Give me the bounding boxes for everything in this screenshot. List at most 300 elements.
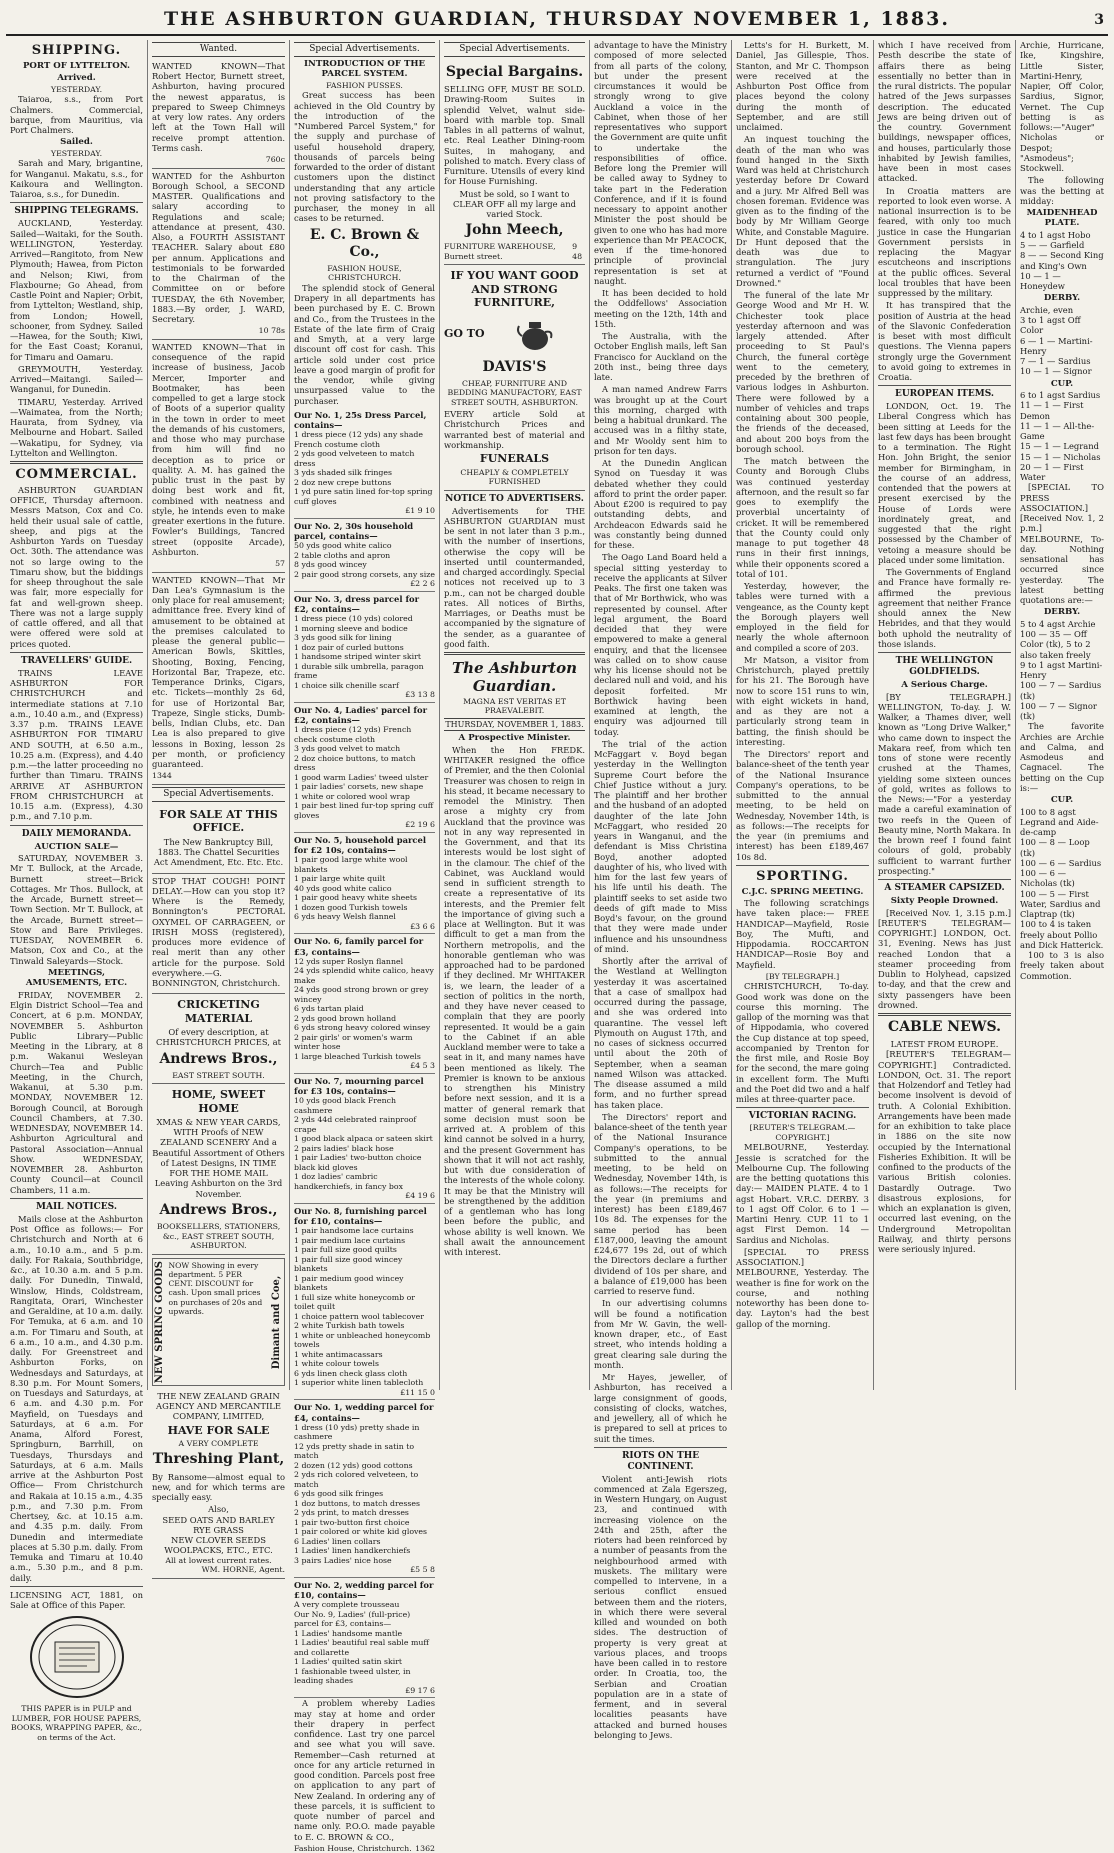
parcel-total: £1 9 10 xyxy=(405,506,435,516)
list-item: 100 — 35 — Off Color (tk), 5 to 2 also taken freely xyxy=(1020,629,1091,660)
parcel-block xyxy=(294,1204,435,1401)
ad-number: 57 xyxy=(275,559,285,569)
divider xyxy=(10,825,143,826)
parcel-item: 1 doz ladies' cambric handkerchiefs, in fancy box xyxy=(294,1172,403,1191)
wanted-ad xyxy=(152,169,285,340)
forsale-heading: FOR SALE AT THIS OFFICE. xyxy=(159,807,278,835)
list-item: 8 — — Second King and King's Own xyxy=(1020,250,1104,271)
meetings-heading: MEETINGS, AMUSEMENTS, ETC. xyxy=(25,967,128,989)
meech-name: John Meech, xyxy=(465,222,564,239)
meech-ad xyxy=(444,59,585,265)
parcel-block xyxy=(294,1074,435,1204)
list-item: 100 to 8 agst Legrand and Aide-de-camp xyxy=(1020,806,1099,838)
leader-heading: A Prospective Minister. xyxy=(458,733,571,744)
dimant-coe-name: Dimant and Coe, xyxy=(270,1274,282,1369)
column-4 xyxy=(440,40,590,1390)
parcel-item: 12 yds super Roslyn flannel xyxy=(294,956,404,966)
grain-agency-ad xyxy=(152,1389,285,1579)
parcel-item: 1 white antimacassars xyxy=(294,1349,383,1359)
parcel-total: £3 13 8 xyxy=(405,690,435,700)
parcel-item: 1 yd pure satin lined for-top spring cuff gloves xyxy=(294,487,433,506)
article-text: In Croatia matters are reported to look even worse. A national insurrection is to be feared, with only too much justice in case the Hungarian Government persists in replacing the Magyar escutcheons and inscriptions at the public offices. Several local troubles that have been suppressed by the military. xyxy=(878,185,1011,298)
goto-row xyxy=(444,312,585,356)
list-item: 6 — 1 — Martini-Henry xyxy=(1020,335,1093,356)
column-7 xyxy=(874,40,1016,1390)
parcel-item: 1 superior white linen tablecloth xyxy=(294,1378,424,1388)
goto-label: GO TO xyxy=(444,326,485,340)
leader-text: When the Hon FREDK. WHITAKER resigned the office of Premier, and the then Colonial Treasurer was chosen to reign in his stead, it became necessary to remodel the Ministry. Then arose a mighty cry from Auckland that the province was not in any way represented in the Government, and that its interests would be lost sight of in the clamour. The chief of the Cabinet, was Auckland would send in sufficient strength to create a representative of its interests, and the Premier felt the importance of giving such a place at Wellington. But it was difficult to get a man from the Northern metropolis, and the honorable gentleman who was approached had to be pardoned if they declined. Mr WHITAKER is, we learn, the leader of a section of politics in the north, and they have never ceased to complain that they are poorly represented. It would be a gain to the Cabinet if an able Auckland member were to take a seat in it, and many names have been mentioned as likely. The Premier is known to be anxious to strengthen his Ministry before next session, and it is a matter of general remark that some decision must soon be arrived at. A problem of this kind cannot be solved in a hurry, and the present Government has shown that it will not act rashly, but with due consideration of the interests of the whole colony. It may be that the Ministry will be strengthened by the addition of a gentleman who has long been before the public, and whose ability is well known. We shall await the announcement with interest. xyxy=(444,744,585,1258)
parcel-block xyxy=(294,934,435,1074)
article-text: It has been decided to hold the Oddfellows' Association meeting on the 12th, 14th and 15th. xyxy=(594,288,727,329)
parcel-item: 6 yds heavy Welsh flannel xyxy=(294,912,396,922)
telegrams-text: AUCKLAND, Yesterday. Sailed—Waitaki, for the South. WELLINGTON, Yesterday. Arrived—Rangitoto, from New Plymouth; Hawea, from Picton and Nelson; Kiwi, from Flaxbourne; Go Ahead, from Castle Point and Napier; Orbit, from Lyttelton; Westland, ship, from London; Howell, schooner, from Sydney. Sailed—Hawea, for the South; Kiwi, for the East Coast; Koranui, for Timaru and Oamaru. xyxy=(10,218,143,362)
funerals-heading: FUNERALS xyxy=(479,452,550,466)
betting-section-heading: CUP. xyxy=(1050,378,1074,389)
parcel-item: 1 fashionable tweed ulster, in leading shades xyxy=(294,1666,411,1686)
davis-ad xyxy=(444,265,585,490)
parcel-item: 1 Ladies' beautiful real sable muff and collarette xyxy=(294,1638,429,1657)
ec-brown-address: FASHION HOUSE, CHRISTCHURCH. xyxy=(327,263,402,283)
divider xyxy=(878,385,1011,386)
parcel-item: 1 pair large white quilt xyxy=(294,874,386,884)
parcel-item: 1 white colour towels xyxy=(294,1359,379,1369)
article-text: An inquest touching the death of the man who was found hanged in the Sixth Ward was held at Christchurch yesterday before Dr Coward and a jury. Mr Alfred Bell was chosen foreman. Evidence was given as to the finding of the body by Mr William George White, and Constable Maguire. Dr Hunt deposed that the death was due to strangulation. The jury returned a verdict of "Found Drowned." xyxy=(736,134,869,288)
parcel-item: 1 pair two-button first choice xyxy=(294,1517,410,1527)
notice-text: Advertisements for THE ASHBURTON GUARDIAN must be sent in not later than 3 p.m., with the number of insertions, otherwise the copy will be inserted until countermanded, and charged accordingly. Special notices not received up to 3 p.m., can not be charged double rates. All notices of Births, Marriages, or Deaths must be accompanied by the signature of the sender, as a guarantee of good faith. xyxy=(444,505,585,649)
list-item: 100 — 6 — Sardius xyxy=(1020,857,1102,868)
meech-number: 9 48 xyxy=(572,242,583,261)
seeds-label: SEED OATS AND BARLEY xyxy=(162,1514,275,1525)
sporting-text: The following scratchings have taken place:— FREE HANDICAP—Mayfield, Rosie Boy, The Mufti, and Hippodamia. ROCCARTON HANDICAP—Rosie Boy and Mayfield. xyxy=(736,898,869,970)
spring-goods-heading: NEW SPRING GOODS xyxy=(154,1260,165,1383)
european-text: LONDON, Oct. 19. The Liberal Congress which has been sitting at Leeds for the last few days has been brought to a termination. The Right Hon. John Bright, the senior member for Birmingham, in the course of an address, contended that the powers at present exercised by the House of Lords were inordinately great, and suggested that the right possessed by the Chamber of vetoing a measure should be placed under some limitation. xyxy=(878,401,1011,565)
grain-agency-name: THE NEW ZEALAND GRAIN AGENCY AND MERCANTILE COMPANY, LIMITED, xyxy=(156,1390,281,1422)
parcel-item: 24 yds splendid white calico, heavy make xyxy=(294,966,434,985)
sailed-heading: Sailed. xyxy=(60,137,93,148)
parcel-total: £9 17 6 xyxy=(405,1685,435,1695)
parcel-item: 1 full size white honeycomb or toilet quilt xyxy=(294,1292,416,1312)
parcel-item: 6 yds good silk fringes xyxy=(294,1489,384,1499)
parcel-system-heading: INTRODUCTION OF THE PARCEL SYSTEM. xyxy=(303,58,426,80)
greymouth-text: GREYMOUTH, Yesterday. Arrived—Maitangi. Sailed—Wanganui, for Dunedin. xyxy=(10,363,143,395)
parcel-total: £2 19 6 xyxy=(405,820,435,830)
parcel-total: £5 5 8 xyxy=(410,1565,435,1575)
parcel-item: 1 dress (10 yds) pretty shade in cashmere xyxy=(294,1422,420,1442)
parcel-item: 1 white or colored wool wrap xyxy=(294,791,410,801)
home-text: XMAS & NEW YEAR CARDS, WITH Proofs of NEW ZEALAND SCENERY And a Beautiful Assortment of Others of Latest Designs, IN TIME FOR THE HOME MAIL Leaving Ashburton on the 3rd November. xyxy=(152,1116,285,1199)
must-be-sold: Must be sold, so I want to CLEAR OFF all my large and varied Stock. xyxy=(453,188,576,220)
betting-list xyxy=(1020,230,1104,292)
victorian-heading: VICTORIAN RACING. xyxy=(748,1111,857,1122)
sailed-text: Sarah and Mary, brigantine, for Wanganui. Makatu, s.s., for Kaikoura and Wellington. Taiaroa, s.s., for Dunedin. xyxy=(10,158,143,200)
divider xyxy=(10,461,143,464)
parcel-item: 1 dress piece (12 yds) any shade xyxy=(294,430,423,440)
parcel-item: 6 yds strong heavy colored winsey xyxy=(294,1023,431,1033)
spring-goods-text: NOW Showing in every department. 5 PER CENT. DISCOUNT for cash. Upon small prices on purchases of 20s and upwards. xyxy=(168,1260,263,1316)
column-6 xyxy=(732,40,874,1390)
closing-address: Fashion House, Christchurch. xyxy=(294,1843,412,1853)
parcel-item: 24 yds good strong brown or grey wincey xyxy=(294,985,429,1004)
goldfields-heading: THE WELLINGTON GOLDFIELDS. xyxy=(895,656,994,678)
have-for-sale: HAVE FOR SALE xyxy=(167,1423,270,1437)
auction-heading: AUCTION SALE— xyxy=(34,841,119,852)
list-item: 20 — 1 — First Water xyxy=(1020,461,1084,483)
divider xyxy=(878,879,1011,880)
article-text: Shortly after the arrival of the Westland at Wellington yesterday it was ascertained that a case of smallpox had occurred during the passage, and she was ordered into quarantine. The vessel left Plymouth on August 17th, and no cases of sickness occurred until about the 20th of September, when a seaman named Wilson was attacked. The disease assumed a mild form, and no further spread has taken place. xyxy=(594,956,727,1110)
steamer-sub: Sixty People Drowned. xyxy=(890,896,999,907)
guide-heading: TRAVELLERS' GUIDE. xyxy=(20,655,133,666)
wanted-ad-text: WANTED KNOWN—That Robert Hector, Burnett street, Ashburton, having procured the newest apparatus, is prepared to Sweep Chimneys at very low rates. Any orders left at the Town Hall will receive prompt attention. Terms cash. xyxy=(152,60,285,153)
article-text: The funeral of the late Mr George Wood and Mr H. W. Chichester took place yesterday afternoon and was largely attended. After proceeding to St Paul's Church, the funeral cortège went to the cemetery, preceded by the brethren of various lodges in Ashburton. There were followed by a number of vehicles and traps containing about 300 people, the friends of the deceased, and about 200 boys from the borough school. xyxy=(736,290,869,454)
article-text: which I have received from Pesth describe the state of affairs there as being essentially no better than in the rural districts. The popular hatred of the Jews surpasses description. The educated Jews are being driven out of the country. Government buildings, newspaper offices, and houses, particularly those inhabited by Jewish families, have been in most cases attacked. xyxy=(878,40,1011,184)
parcel-item: 1 morning sleeve and bodice xyxy=(294,623,408,633)
sporting-heading: SPORTING. xyxy=(756,868,849,884)
riots-heading: RIOTS ON THE CONTINENT. xyxy=(621,1450,700,1472)
list-item: 4 to 1 agst Hobo xyxy=(1020,229,1091,240)
press-text: [SPECIAL TO PRESS ASSOCIATION.] MELBOURNE, Yesterday. The weather is fine for work on the course, and nothing noteworthy has been done to-day. Layton's had the best gallop of the morning. xyxy=(736,1246,869,1329)
parcel-item: 2 pair good strong corsets, any size xyxy=(294,569,435,579)
parcel-item: 1 pair medium good wincey blankets xyxy=(294,1273,404,1293)
parcel-block xyxy=(294,592,435,703)
list-item: 100 to 4 is taken freely about Pollio and Dick Hatterick. xyxy=(1020,919,1104,950)
parcel-item: 50 yds good white calico xyxy=(294,541,392,551)
article-text: The Oago Land Board held a special sitting yesterday to receive the applicants at Silver Peaks. The first one taken was that of Mr Borthwick, who was represented by counsel. After legal argument, the Board decided that they were empowered to make a general enquiry, and that the licensee was called on to show cause why his license should not be declared null and void, and his deposit forfeited. Mr Borthwick having been examined at length, the enquiry was adjourned till today. xyxy=(594,552,727,737)
home-heading: HOME, SWEET HOME xyxy=(171,1088,266,1115)
newspaper-page xyxy=(6,6,1108,1853)
parcel-item: 2 yds rich colored velveteen, to match xyxy=(294,1470,419,1489)
parcel-item: 2 yds print, to match dresses xyxy=(294,1508,409,1518)
cricket-heading: CRICKETING MATERIAL xyxy=(177,998,260,1025)
parcel-item: 1 good warm Ladies' tweed ulster xyxy=(294,772,429,782)
seal-text: THIS PAPER is in PULP and LUMBER, FOR HOUSE PAPERS, BOOKS, WRAPPING PAPER, &c., on terms of the Act. xyxy=(10,1704,143,1742)
parcel-item: 2 white Turkish bath towels xyxy=(294,1321,405,1331)
parcel-block xyxy=(294,703,435,833)
commercial-text: ASHBURTON GUARDIAN OFFICE, Thursday afternoon. Messrs Matson, Cox and Co. held their usual sale of cattle, sheep, and pigs at the Ashburton Yards on Tuesday Oct. 30th. The attendance was not so large owing to the Timaru show, but the biddings for sheep throughout the sale was fair, more especially for fat and well-grown sheep. There was not a large supply of cattle offered, and all that were offered were sold at prices quoted. xyxy=(10,484,143,649)
divider xyxy=(10,1586,143,1587)
telegraph-text: CHRISTCHURCH, To-day. Good work was done on the course this morning. The gallop of the morning was that of Hippodamia, who covered the Cup distance at top speed, accompanied by Trenton for the first mile, and Rosie Boy for the second, the mare going in excellent form. The Mufti and the Poet did two and a half miles at three-quarter pace. xyxy=(736,981,869,1105)
parcel-heading: Our No. 2, wedding parcel for £10, contains— xyxy=(294,1579,434,1601)
parcel-item: 3 pairs Ladies' nice hose xyxy=(294,1555,392,1565)
forsale-text: The New Bankruptcy Bill, 1883. The Chattel Securities Act Amendment, Etc. Etc. Etc. xyxy=(153,836,284,868)
auction-text: SATURDAY, NOVEMBER 3. Mr T. Bullock, at the Arcade, Burnett street—Brick Cottages. Mr Thos. Bullock, at the Arcade, Burnett street—Town Section. Mr T. Bullock, at the Arcade, Burnett street—Stow and Bare Privileges. TUESDAY, NOVEMBER 6. Matson, Cox and Co., at the Tinwald Saleyards—Stock. xyxy=(10,853,143,966)
if-you-want: IF YOU WANT GOOD AND STRONG FURNITURE, xyxy=(450,269,579,310)
bargains-text: SELLING OFF, MUST BE SOLD. Drawing-Room Suites in splendid Velvet, walnut side-board with marble top. Small Tables in all patterns of walnut, etc. Real Leather Dining-room Suites, in mahogany, and polished to match. Every class of Furniture. Utensils of every kind for House Furnishing. xyxy=(444,84,585,187)
cards-ad xyxy=(152,1084,285,1254)
parcel-item: 1 durable silk umbrella, paragon frame xyxy=(294,661,424,681)
article-text: Letts's for H. Burkett, M. Daniel, Jas Gillespie, Thos. Stanton, and Mr C. Thompson were received at the Ashburton Post Office from places beyond the colony during the month of September, and are still unclaimed. xyxy=(736,40,869,132)
telegrams-heading: SHIPPING TELEGRAMS. xyxy=(14,206,139,217)
ec-brown-text: The splendid stock of General Drapery in all departments has been purchased by E. C. Brown and Co., from the Trustees in the Estate of the late firm of Craig and Smyth, at a very large discount off cost for cash. This article sold under cost price leave a good margin of profit for the vendor, while giving unsurpassed value to the purchaser. xyxy=(294,282,435,406)
parcel-block xyxy=(294,408,435,519)
parcel-item: 2 pairs ladies' black hose xyxy=(294,1143,394,1153)
parcel-block xyxy=(294,1400,435,1578)
arrived-heading: Arrived. xyxy=(57,73,96,84)
parcel-item: 1 doz pair of curled buttons xyxy=(294,642,404,652)
riots-text: Violent anti-Jewish riots commenced at Zala Egerszeg, in Western Hungary, on August 23, and continued with increasing violence on the 24th and 25th, after the rioters had been reinforced by a number of peasants from the neighbourhood armed with muskets. The military were compelled to intervene, in a serious conflict ensued between them and the rioters, in which there were several killed and wounded on both sides. The destruction of property is very great at various places, and troops have been called in to restore order. In Croatia, too, the Serbian and Croatian population are in a state of ferment, and in several localities peasants have attacked and burned houses belonging to Jews. xyxy=(594,1473,727,1740)
parcel-item: 6 yds linen check glass cloth xyxy=(294,1368,408,1378)
ad-number: 10 78s xyxy=(258,326,285,336)
parcel-item: 1 Ladies' linen handkerchiefs xyxy=(294,1546,411,1556)
parcel-item: 1 pair full size good wincey blankets xyxy=(294,1254,403,1274)
wanted-ad xyxy=(152,59,285,169)
cough-ad xyxy=(152,874,285,995)
notice-heading: NOTICE TO ADVERTISERS. xyxy=(445,493,584,504)
article-text: The Directors' report and balance-sheet of the tenth year of the National Insurance Company's operations, to be submitted to the annual meeting, to be held on Wednesday, November 14th, is as follows:—The receipts for the year (in premiums and interest) has been £189,467 10s 8d. xyxy=(736,749,869,862)
list-item: 15 — 1 — Legrand xyxy=(1020,441,1100,452)
victorian-text: MELBOURNE, Yesterday. Jessie is scratched for the Melbourne Cup. The following are the betting quotations this day:— MAIDEN PLATE. 4 to 1 agst Hobart. V.R.C. DERBY. 3 to 1 agst Off Color. 6 to 1 — Martini Henry. CUP. 11 to 1 agst First Demon. 14 — Sardius and Nicholas. xyxy=(736,1142,869,1245)
parcel-block xyxy=(294,833,435,935)
mail-heading: MAIL NOTICES. xyxy=(36,1201,117,1212)
list-item: Archie, even xyxy=(1020,304,1074,315)
article-text: Yesterday, however, the tables were turned with a vengeance, as the County kept the Borough players well employed in the field for nearly the whole afternoon and compiled a score of 203. xyxy=(736,581,869,653)
parcel-item: 1 Ladies' handsome mantle xyxy=(294,1628,403,1638)
column-8 xyxy=(1016,40,1108,1390)
agent-name: WM. HORNE, Agent. xyxy=(201,1565,285,1574)
parcel-item: 1 doz buttons, to match dresses xyxy=(294,1498,420,1508)
divider xyxy=(444,652,585,655)
paper-motto: MAGNA EST VERITAS ET PRAEVALEBIT. xyxy=(463,696,566,716)
parcel-item: 10 yds good black French cashmere xyxy=(294,1096,396,1115)
list-item: 100 — 5 — First Water, Sardius and Claptrap (tk) xyxy=(1020,888,1101,920)
parcel-heading: Our No. 1, 25s Dress Parcel, contains— xyxy=(294,409,427,431)
article-text: A man named Andrew Farrs was brought up at the Court this morning, charged with being a habitual drunkard. The accused was in a filthy state, and Mr Wooldy sent him to prison for ten days. xyxy=(594,384,727,456)
list-item: 100 — 7 — Signor (tk) xyxy=(1020,700,1097,722)
divider xyxy=(10,1198,143,1199)
parcel-item: 1 pair handsome lace curtains xyxy=(294,1226,414,1236)
meech-footer xyxy=(444,242,585,261)
article-text: The Directors' report and balance-sheet of the tenth year of the National Insurance Company's operations, to be submitted to the annual meeting, to be held on Wednesday, November 14th, is as follows:—The receipts for the year (in premiums and interest) has been £189,467 10s 8d. The expenses for the same period has been £187,000, leaving the amount £24,677 19s 2d, out of which the Directors declare a further dividend of 10s per share, and a balance of £19,000 has been carried to reserve fund. xyxy=(594,1111,727,1296)
parcel-item: 1 handsome striped winter skirt xyxy=(294,652,421,662)
divider xyxy=(10,652,143,653)
european-text: The Governments of England and France have formally re-affirmed the previous agreement that neither France should annex the New Hebrides, and that they would both uphold the neutrality of those islands. xyxy=(878,567,1011,649)
cable-sub: LATEST FROM EUROPE. xyxy=(890,1039,999,1050)
derby-text: The favorite Archies are Archie and Calma, and Asmodeus and Cagnacel. The betting on the Cup is:— xyxy=(1020,721,1104,793)
list-item: 6 to 1 agst Sardius xyxy=(1020,390,1101,401)
betting-list xyxy=(1020,807,1104,951)
steamer-heading: A STEAMER CAPSIZED. xyxy=(884,883,1005,894)
wanted-ad-text: WANTED KNOWN—That Mr Dan Lea's Gymnasium is the only place for real amusement; admittance free. Every kind of amusement to be obtained at the premises calculated to please the general public—American Bowls, Skittles, Shooting, Boxing, Fencing, Horizontal Bar, Trapeze, etc. Temperance Drinks, Cigars, etc. Tickets—monthly 2s 6d, for use of Horizontal Bar, Trapeze, Single sticks, Dumb-bells, Indian Clubs, etc. Dan Lea is also prepared to give lessons in Boxing, lesson 2s per month, or proficiency guaranteed. xyxy=(152,574,285,770)
parcel-heading: Our No. 5, household parcel for £2 10s, contains— xyxy=(294,834,427,856)
ec-brown-name: E. C. Brown & Co., xyxy=(309,226,420,260)
article-text: At the Dunedin Anglican Synod on Tuesday it was debated whether they could afford to print the order paper. About £200 is required to pay outstanding debts, and Archdeacon Edwards said he was constantly being dunned for these. xyxy=(594,458,727,550)
article-text: Archie, Hurricane, Ike, Kingshire, Little Sister, Martini-Henry, Napier, Off Color, Sardius, Signor, Vernet. The Cup betting is as follows:—"Auger" Nicholas or Despot; "Asmodeus"; Stockwell. xyxy=(1020,40,1104,173)
parcel-item: 2 yds good brown holland xyxy=(294,1013,397,1023)
list-item: 10 — 1 — Signor xyxy=(1020,366,1092,377)
divider xyxy=(10,202,143,203)
forsale-ad xyxy=(152,804,285,874)
article-text: The match between the County and Borough Clubs was continued yesterday afternoon, and the result so far goes to exemplify the proverbial uncertainty of cricket. It will be remembered that the County could only manage to put together 48 runs in their first innings, while their opponents scored a total of 101. xyxy=(736,456,869,579)
guide-text: TRAINS LEAVE ASHBURTON FOR CHRISTCHURCH and intermediate stations at 7.10 a.m., 10.40 a.m., and (Express) 3.37 p.m. TRAINS LEAVE ASHBURTON FOR TIMARU AND SOUTH, at 6.50 a.m., 10.25 a.m. (Express), and 4.40 p.m.—the latter proceeding no further than Timaru. TRAINS ARRIVE AT ASHBURTON FROM CHRISTCHURCH at 10.15 a.m. (Express), 4.30 p.m., and 7.10 p.m. xyxy=(10,667,143,822)
parcel-heading: Our No. 6, family parcel for £3, contains— xyxy=(294,936,424,957)
parcel-block xyxy=(294,519,435,592)
funerals-sub: CHEAPLY & COMPLETELY FURNISHED xyxy=(460,467,569,487)
mail-text: Mails close at the Ashburton Post Office as follows:— For Christchurch and North at 6 a.m., 10.10 a.m., and 5 p.m. daily. For Rakaia, Southbridge, &c., at 10.30 a.m. and 5 p.m. daily. For Dunedin, Tinwald, Winslow, Hinds, Coldstream, Rangitata, Orari, Winchester and Geraldine, at 10 a.m. daily. For Temuka, at 6 a.m. and 10 a.m. For Timaru and South, at 6 a.m., 10 a.m., and 4.30 p.m. daily. For Greenstreet and Ashburton Forks, on Wednesdays and Saturdays, at 8.30 p.m. For Mount Somers, on Tuesdays and Saturdays, at 6 a.m. and 4.30 p.m. For Mayfield, on Tuesdays and Saturdays, at 6 a.m. For Anama, Alford Forest, Springburn, Barrhill, on Tuesdays, Thursdays and Saturdays, at 6 a.m. Mails arrive at the Ashburton Post Office— From Christchurch and Rakaia at 10.15 a.m., 4.35 p.m., and 7.30 p.m. From Chertsey, &c. at 10.15 a.m. and 4.35 p.m. daily. From Dunedin and intermediate places at 5.30 p.m. daily. From Temuka and Timaru at 10.40 a.m., 5.30 p.m., and 8 p.m. daily. xyxy=(10,1213,143,1583)
parcel-item: 2 yds 44d celebrated rainproof crape xyxy=(294,1115,417,1134)
list-item: 3 to 1 agst Off Color xyxy=(1020,315,1081,336)
special-ads-heading: Special Advertisements. xyxy=(294,42,435,57)
betting-section-heading: DERBY. xyxy=(1043,607,1081,618)
parcel-item: 1 pair ladies' corsets, new shape xyxy=(294,782,424,792)
parcel-heading: Our No. 8, furnishing parcel for £10, contains— xyxy=(294,1205,427,1227)
list-item: 9 to 1 agst Martini-Henry xyxy=(1020,659,1103,681)
parcel-item: 2 yds good velveteen to match dress xyxy=(294,449,415,468)
parcel-item: 2 pair girls' or women's warm winter hose xyxy=(294,1032,413,1052)
wanted-heading: Wanted. xyxy=(152,42,285,57)
betting-section-heading: CUP. xyxy=(1050,795,1074,806)
parcel-item: 2 doz choice buttons, to match dress xyxy=(294,753,416,773)
european-heading: EUROPEAN ITEMS. xyxy=(894,389,995,400)
betting-list xyxy=(1020,305,1104,377)
list-item: 100 — 7 — Sardius (tk) xyxy=(1020,680,1102,701)
betting-list xyxy=(1020,390,1104,482)
parcel-total: £11 15 0 xyxy=(400,1387,435,1397)
article-text: In our advertising columns will be found a notification from Mr W. Gavin, the well-known draper, etc., of East street, who intends holding a great clearing sale during the month. xyxy=(594,1298,727,1370)
parcel-item: 1 pair good heavy white sheets xyxy=(294,893,417,903)
divider xyxy=(878,652,1011,653)
divider xyxy=(878,1013,1011,1016)
parcel-item: 1 dozen good Turkish towels xyxy=(294,902,408,912)
seal-emblem-icon xyxy=(27,1614,127,1700)
arrived-day: YESTERDAY. xyxy=(50,84,103,94)
parcel-item: 1 pair good large white wool blankets xyxy=(294,855,408,874)
betting-section-heading: DERBY. xyxy=(1043,293,1081,304)
arrived-text: Taiaroa, s.s., from Port Chalmers. Commercial, barque, from Mauritius, via Port Chalmers. xyxy=(10,94,143,136)
parcel-item: 1 pair medium lace curtains xyxy=(294,1235,406,1245)
columns xyxy=(6,40,1108,1853)
article-text: Mr Matson, a visitor from Christchurch, played prettily for his 21. The Borough have now to score 151 runs to win, with eight wickets in hand, and as they are not a particularly strong team in batting, the finish should be interesting. xyxy=(736,654,869,747)
sporting-sub: C.J.C. SPRING MEETING. xyxy=(741,886,864,897)
parcel-item: 1 pair Ladies' two-button choice black kid gloves xyxy=(294,1153,422,1172)
davis-address: CHEAP, FURNITURE AND BEDDING MANUFACTORY, EAST STREET SOUTH, ASHBURTON. xyxy=(447,378,582,407)
divider xyxy=(736,1107,869,1108)
list-item: 11 — 1 — All-the-Game xyxy=(1020,420,1095,442)
licensing-text: LICENSING ACT, 1881, on Sale at Office of this Paper. xyxy=(10,1589,143,1610)
threshing-text: By Ransome—almost equal to new, and for which terms are specially easy. xyxy=(152,1471,285,1502)
parcel-system-text: Great success has been achieved in the Old Country by the introduction of the "Numbered Parcel System," for the supply and purchase of useful household drapery, thousands of parcels being forwarded to the order of distant customers upon the distinct understanding that any article not proving satisfactory to the purchaser, the money in all cases to be returned. xyxy=(294,90,435,224)
parcel-item: 1 pair best lined fur-top spring cuff gloves xyxy=(294,801,434,820)
parcel-item: 3 yds good silk for lining xyxy=(294,633,392,643)
parcel-item: 8 yds good wincey xyxy=(294,560,367,570)
cricket-text: Of every description, at CHRISTCHURCH PRICES, at xyxy=(156,1027,281,1048)
davis-name: DAVIS'S xyxy=(482,358,547,375)
list-item: 7 — 1 — Sardius xyxy=(1020,356,1091,367)
meetings-text: FRIDAY, NOVEMBER 2. Elgin District School—Tea and Concert, at 6 p.m. MONDAY, NOVEMBER 5. Ashburton Public Library—Public Meeting in the Library, at 8 p.m. Wakanui Wesleyan Church—Tea and Public Meeting, in the Church, Wakanui, at 5.30 p.m. MONDAY, NOVEMBER 12. Borough Council, at Borough Council Chambers, at 7.30. WEDNESDAY, NOVEMBER 14. Ashburton Agricultural and Pastoral Association—Annual Show. WEDNESDAY, NOVEMBER 28. Ashburton County Council—at Council Chambers, 11 a.m. xyxy=(10,989,143,1195)
telegraph-label: [BY TELEGRAPH.] xyxy=(765,971,840,981)
goldfields-sub: A Serious Charge. xyxy=(901,680,988,691)
steamer-text: [Received Nov. 1, 3.15 p.m.] [REUTER'S TELEGRAM—COPYRIGHT.] LONDON, Oct. 31, Evening. News has just reached London that a steamer proceeding from Dublin to Holyhead, capsized to-day, and that the crew and sixty passengers have been drowned. xyxy=(878,907,1011,1010)
dateline: THURSDAY, NOVEMBER 1, 1883. xyxy=(444,718,585,732)
closing-footer xyxy=(294,1844,435,1853)
list-item: 10 — 1 — Honeydew xyxy=(1020,270,1065,292)
wanted-ad xyxy=(152,573,285,785)
woolpacks-label: WOOLPACKS, ETC., ETC. xyxy=(164,1545,273,1556)
parcel-item: 1 dress piece (12 yds) French check costume cloth xyxy=(294,725,412,744)
closing-number: 1362 xyxy=(415,1843,435,1853)
parcel-item: 6 yds tartan plaid xyxy=(294,1004,364,1014)
article-text: advantage to have the Ministry composed of more selected from all parts of the colony, but under the present circumstances it would be strongly wrong to give Auckland a voice in the Cabinet, when those of her representatives who support the Government are quite unfit to undertake the responsibilities of office. Before long the Premier will be called away to Sydney to take part in the Federation Conference, and if it is found necessary to appoint another Minister the post should be given to one who has had more experience than Mr PEACOCK, even if the time-honored principle of provincial representation is set at naught. xyxy=(594,40,727,286)
parcel-item: A very complete trousseau xyxy=(294,1600,400,1610)
parcel-item: 12 yds pretty shade in satin to match xyxy=(294,1441,415,1461)
list-item: 15 — 1 — Nicholas xyxy=(1020,451,1101,462)
sailed-day: YESTERDAY. xyxy=(50,148,103,158)
column-3 xyxy=(290,40,440,1853)
memoranda-heading: DAILY MEMORANDA. xyxy=(21,828,132,839)
parcel-item: 2 table cloths and apron xyxy=(294,550,391,560)
parcel-block xyxy=(294,1578,435,1699)
davis-text: EVERY article Sold at Christchurch Prices and warranted best of material and workmanship. xyxy=(444,409,585,450)
cable-heading: CABLE NEWS. xyxy=(888,1019,1001,1036)
betting-list xyxy=(1020,619,1104,722)
andrews-bros-name: Andrews Bros., xyxy=(159,1201,278,1218)
special-ads-heading: Special Advertisements. xyxy=(152,787,285,802)
parcel-item: 2 dozen (12 yds) good cottons xyxy=(294,1460,413,1470)
masthead-title: THE ASHBURTON GUARDIAN, THURSDAY NOVEMBER 1, 1883. xyxy=(164,8,950,30)
parcel-heading: Our No. 1, wedding parcel for £4, contains— xyxy=(294,1402,434,1423)
victorian-sub: [REUTER'S TELEGRAM.—COPYRIGHT.] xyxy=(749,1123,856,1142)
list-item: 5 to 4 agst Archie xyxy=(1020,618,1096,629)
parcel-item: 1 white or unbleached honeycomb towels xyxy=(294,1330,431,1350)
parcel-item: 1 choice pattern wool tablecover xyxy=(294,1311,424,1321)
parcel-heading: Our No. 7, mourning parcel for £3 10s, contains— xyxy=(294,1075,424,1097)
cable-text: [REUTER'S TELEGRAM—COPYRIGHT.] Contradicted. LONDON, Oct. 31. The report that Holzendorf and Tetley had become insolvent is devoid of truth. A Colonial Exhibition. Arrangements have been made for an exhibition to take place in 1886 on the site now occupied by the International Fisheries Exhibition. It will be confined to the products of the various British colonies. Dastardly Outrage. Two disastrous explosions, for which an explanation is given, occurred last evening, on the Underground Metropolitan Railway, and thirty persons were seriously injured. xyxy=(878,1049,1011,1255)
article-text: The trial of the action McFaggart v. Boyd began yesterday in the Wellington Supreme Court before the Chief Justice without a jury. The plaintiff and her brother and the husband of an adopted daughter of the late John McFaggart, who resided 20 years in Wanganui, and the defendant is Miss Christina Boyd, another adopted daughter of his, who lived with him for the last few years of his life until his death. The plaintiff seeks to set aside two deeds of gift made to Miss Boyd's favour, on the ground that they were made under influence and his unsoundness of mind. xyxy=(594,738,727,954)
clover-label: NEW CLOVER SEEDS xyxy=(171,1535,266,1545)
wanted-ad-text: WANTED KNOWN—That in consequence of the rapid increase of business, Jacob Mercer, Importer and Bootmaker, has been compelled to get a large stock of Boots of a superior quality in the town in order to meet the demands of his customers, and those who may purchase from him will find no deception as to price or quality. A. M. has gained the public trust in the past by doing best work and fit, combined with neatness and style, he intends even to make greater exertions in the future. Fowler's Buildings, Tancred street (opposite Arcade), Ashburton. xyxy=(152,341,285,557)
very-complete: A VERY COMPLETE xyxy=(178,1438,259,1448)
commercial-heading: COMMERCIAL. xyxy=(15,467,138,483)
parcel-total: £4 19 6 xyxy=(405,1191,435,1201)
ad-number: 1344 xyxy=(152,771,172,781)
parcel-item: 1 good black alpaca or sateen skirt xyxy=(294,1134,433,1144)
parcel-total: £2 2 6 xyxy=(410,579,435,589)
ad-number: 760c xyxy=(265,155,285,165)
wanted-ad xyxy=(152,340,285,573)
list-item: 11 — 1 — First Demon xyxy=(1020,400,1084,421)
parcel-item: 40 yds good white calico xyxy=(294,883,392,893)
press-text: [SPECIAL TO PRESS ASSOCIATION.] [Received Nov. 1, 2 p.m.] MELBOURNE, To-day. Nothing sensational has occurred since yesterday. The latest betting quotations are:— xyxy=(1020,482,1104,606)
parcel-item: 3 yds shaded silk fringes xyxy=(294,468,392,478)
closing-text: A problem whereby Ladies may stay at home and order their drapery in perfect confidence. Last try one parcel and see what you will save. Remember—Cash returned at once for any article returned in good condition. Parcels post free on application to any part of New Zealand. In ordering any of these parcels, it is sufficient to quote number of parcel and name only. P.O.O. made payable to E. C. BROWN & CO., xyxy=(294,1698,435,1842)
parcel-total: £3 6 6 xyxy=(410,921,435,931)
list-item: 5 — — Garfield xyxy=(1020,240,1085,251)
goldfields-text: [BY TELEGRAPH.] WELLINGTON, To-day. J. W. Walker, a Thames diver, well known as "Long Drive Walker," who came down to inspect the Makara reef, from which ten tons of stone were recently crushed at the Thames, yielding some sixteen ounces of gold, writes as follows to the News:—"For a yesterday made a careful examination of two reefs in the Queen of Beauty mine, North Makara. In the brown reef I found faint colours of gold, probably sufficient to warrant further prospecting." xyxy=(878,691,1012,876)
parcel-list xyxy=(294,408,435,1699)
parcel-heading: Our No. 2, 30s household parcel, contains— xyxy=(294,520,414,542)
andrews-bros-address: BOOKSELLERS, STATIONERS, &c., EAST STREET SOUTH, ASHBURTON. xyxy=(156,1222,281,1251)
wanted-ad-text: WANTED for the Ashburton Borough School, a SECOND MASTER. Qualifications and salary according to Regulations and scale; attendance at present, 430. Also, a FOURTH ASSISTANT TEACHER. Salary about £80 per annum. Applications and testimonials to be forwarded to the Chairman of the Committee on or before TUESDAY, the 6th November, 1883.—By order, J. WARD, Secretary. xyxy=(152,170,285,325)
parcel-item: 1 choice silk chenille scarf xyxy=(294,680,399,690)
parcel-item: French costume cloth xyxy=(294,439,381,449)
shipping-heading: SHIPPING. xyxy=(31,43,122,58)
parcel-item: 1 pair full size good quilts xyxy=(294,1245,397,1255)
parcel-item: 1 dress piece (10 yds) colored xyxy=(294,614,413,624)
cricket-ad xyxy=(152,994,285,1084)
rye-label: RYE GRASS xyxy=(193,1524,244,1535)
divider xyxy=(736,865,869,866)
meech-address: FURNITURE WAREHOUSE, Burnett street. xyxy=(444,242,556,261)
final-text: 100 to 3 is also freely taken about Commotion. xyxy=(1020,950,1104,981)
list-item: 100 — 8 — Loop (tk) xyxy=(1020,837,1090,858)
special-ads-heading: Special Advertisements. xyxy=(444,42,585,57)
parcel-item: 3 yds good velvet to match xyxy=(294,744,401,754)
page-number: 3 xyxy=(1094,12,1104,28)
parcel-item: 6 Ladies' linen collars xyxy=(294,1536,381,1546)
article-text: The Australia, with the October English mails, left San Francisco for Auckland on the 20th inst., being three days late. xyxy=(594,331,727,382)
also-label: Also, xyxy=(208,1504,229,1515)
parcel-item: 1 large bleached Turkish towels xyxy=(294,1051,421,1061)
parcel-system-sub: FASHION PUSSES. xyxy=(326,80,403,90)
paper-title: The Ashburton Guardian. xyxy=(452,659,577,696)
